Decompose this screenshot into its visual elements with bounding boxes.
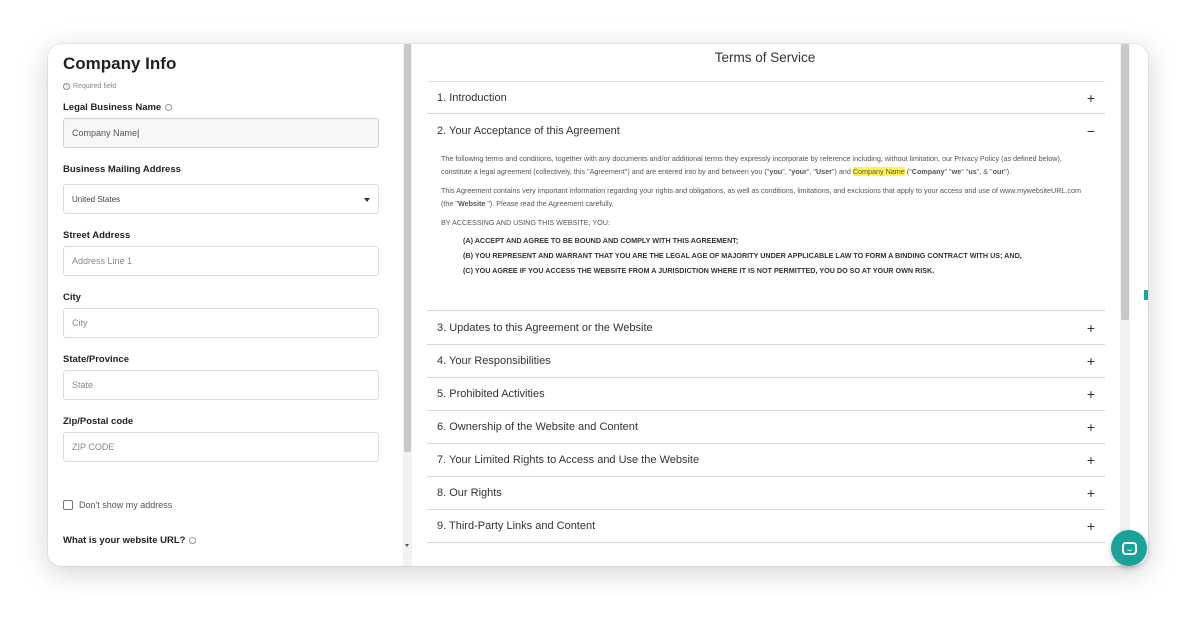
tos-section-5[interactable]: 5. Prohibited Activities + bbox=[427, 378, 1105, 411]
zip-label: Zip/Postal code bbox=[63, 416, 134, 427]
scrollbar-thumb[interactable] bbox=[1121, 44, 1129, 320]
checkbox[interactable] bbox=[63, 500, 73, 510]
tos-section-3[interactable]: 3. Updates to this Agreement or the Website + bbox=[427, 312, 1105, 345]
highlighted-company-name: Company Name bbox=[852, 166, 905, 176]
city-input[interactable]: City bbox=[63, 308, 379, 338]
info-icon[interactable] bbox=[189, 537, 196, 544]
plus-icon[interactable]: + bbox=[1086, 518, 1095, 534]
plus-icon[interactable]: + bbox=[1086, 386, 1095, 402]
checkbox-label: Don't show my address bbox=[79, 500, 173, 510]
tos-section-2-content bbox=[427, 147, 1105, 311]
required-note: ! Required field bbox=[63, 83, 116, 90]
info-icon: ! bbox=[63, 83, 70, 90]
state-input[interactable]: State bbox=[63, 370, 379, 400]
acceptance-list bbox=[441, 233, 1093, 278]
chat-bubble-icon bbox=[1122, 542, 1137, 555]
city-label: City bbox=[63, 292, 81, 303]
minus-icon[interactable]: − bbox=[1086, 122, 1095, 139]
legal-name-input[interactable]: Company Name | bbox=[63, 118, 379, 148]
app-window bbox=[48, 44, 1148, 566]
plus-icon[interactable]: + bbox=[1086, 419, 1095, 435]
plus-icon[interactable]: + bbox=[1086, 452, 1095, 468]
tos-section-1[interactable]: 1. Introduction + bbox=[427, 81, 1105, 114]
plus-icon[interactable]: + bbox=[1086, 485, 1095, 501]
scroll-down-arrow-icon[interactable] bbox=[405, 544, 409, 547]
list-item: (A) ACCEPT AND AGREE TO BE BOUND AND COMPLY WITH THIS AGREEMENT; bbox=[463, 235, 739, 245]
terms-title: Terms of Service bbox=[714, 50, 816, 65]
side-tab-marker[interactable] bbox=[1144, 290, 1148, 300]
legal-name-label: Legal Business Name bbox=[63, 102, 172, 113]
paragraph: This Agreement contains very important information regarding your rights and obligations, as well as conditions, limitations, and exclusions that apply to your access and use of www.mywebsiteURL.com (the "Website "). Please read the Agreement carefully. bbox=[441, 186, 1081, 208]
left-scrollbar[interactable] bbox=[403, 44, 412, 566]
plus-icon[interactable]: + bbox=[1086, 353, 1095, 369]
company-info-panel bbox=[48, 44, 401, 566]
terms-panel bbox=[414, 44, 1148, 566]
tos-section-4[interactable]: 4. Your Responsibilities + bbox=[427, 345, 1105, 378]
state-label: State/Province bbox=[63, 354, 129, 365]
chat-launcher-button[interactable] bbox=[1111, 530, 1147, 566]
mailing-address-label: Business Mailing Address bbox=[63, 164, 181, 175]
tos-section-7[interactable]: 7. Your Limited Rights to Access and Use the Website + bbox=[427, 444, 1105, 477]
page-title: Company Info bbox=[63, 54, 177, 73]
paragraph: BY ACCESSING AND USING THIS WEBSITE, YOU: bbox=[441, 218, 610, 227]
street-address-input[interactable]: Address Line 1 bbox=[63, 246, 379, 276]
tos-section-6[interactable]: 6. Ownership of the Website and Content + bbox=[427, 411, 1105, 444]
chevron-down-icon bbox=[364, 198, 370, 202]
tos-section-8[interactable]: 8. Our Rights + bbox=[427, 477, 1105, 510]
plus-icon[interactable]: + bbox=[1086, 320, 1095, 336]
scrollbar-thumb[interactable] bbox=[404, 44, 411, 452]
country-select[interactable]: United States bbox=[63, 184, 379, 214]
hide-address-checkbox[interactable] bbox=[63, 500, 172, 510]
website-url-label: What is your website URL? bbox=[63, 535, 196, 546]
tos-section-2[interactable]: 2. Your Acceptance of this Agreement − bbox=[437, 122, 1095, 139]
list-item: (B) YOU REPRESENT AND WARRANT THAT YOU ARE THE LEGAL AGE OF MAJORITY UNDER APPLICABLE LAW TO FORM A BINDING CONTRACT WITH US; AND, bbox=[463, 250, 1022, 260]
info-icon[interactable] bbox=[165, 104, 172, 111]
paragraph: The following terms and conditions, together with any documents and/or additional terms they expressly incorporate by reference including, without limitation, our Privacy Policy (as defined below), constitute a legal agreement (collectively, this "Agreement") and are entered into by and between you ("you", "your", "User") and Company Name ("Company" "we" "us", & "our"). bbox=[441, 154, 1062, 176]
tos-section-9[interactable]: 9. Third-Party Links and Content + bbox=[427, 510, 1105, 543]
list-item: (C) YOU AGREE IF YOU ACCESS THE WEBSITE FROM A JURISDICTION WHERE IT IS NOT PERMITTED, YOU DO SO AT YOUR OWN RISK. bbox=[463, 265, 935, 275]
street-address-label: Street Address bbox=[63, 230, 131, 241]
zip-input[interactable]: ZIP CODE bbox=[63, 432, 379, 462]
plus-icon[interactable]: + bbox=[1086, 89, 1095, 106]
right-scrollbar[interactable] bbox=[1120, 44, 1130, 566]
